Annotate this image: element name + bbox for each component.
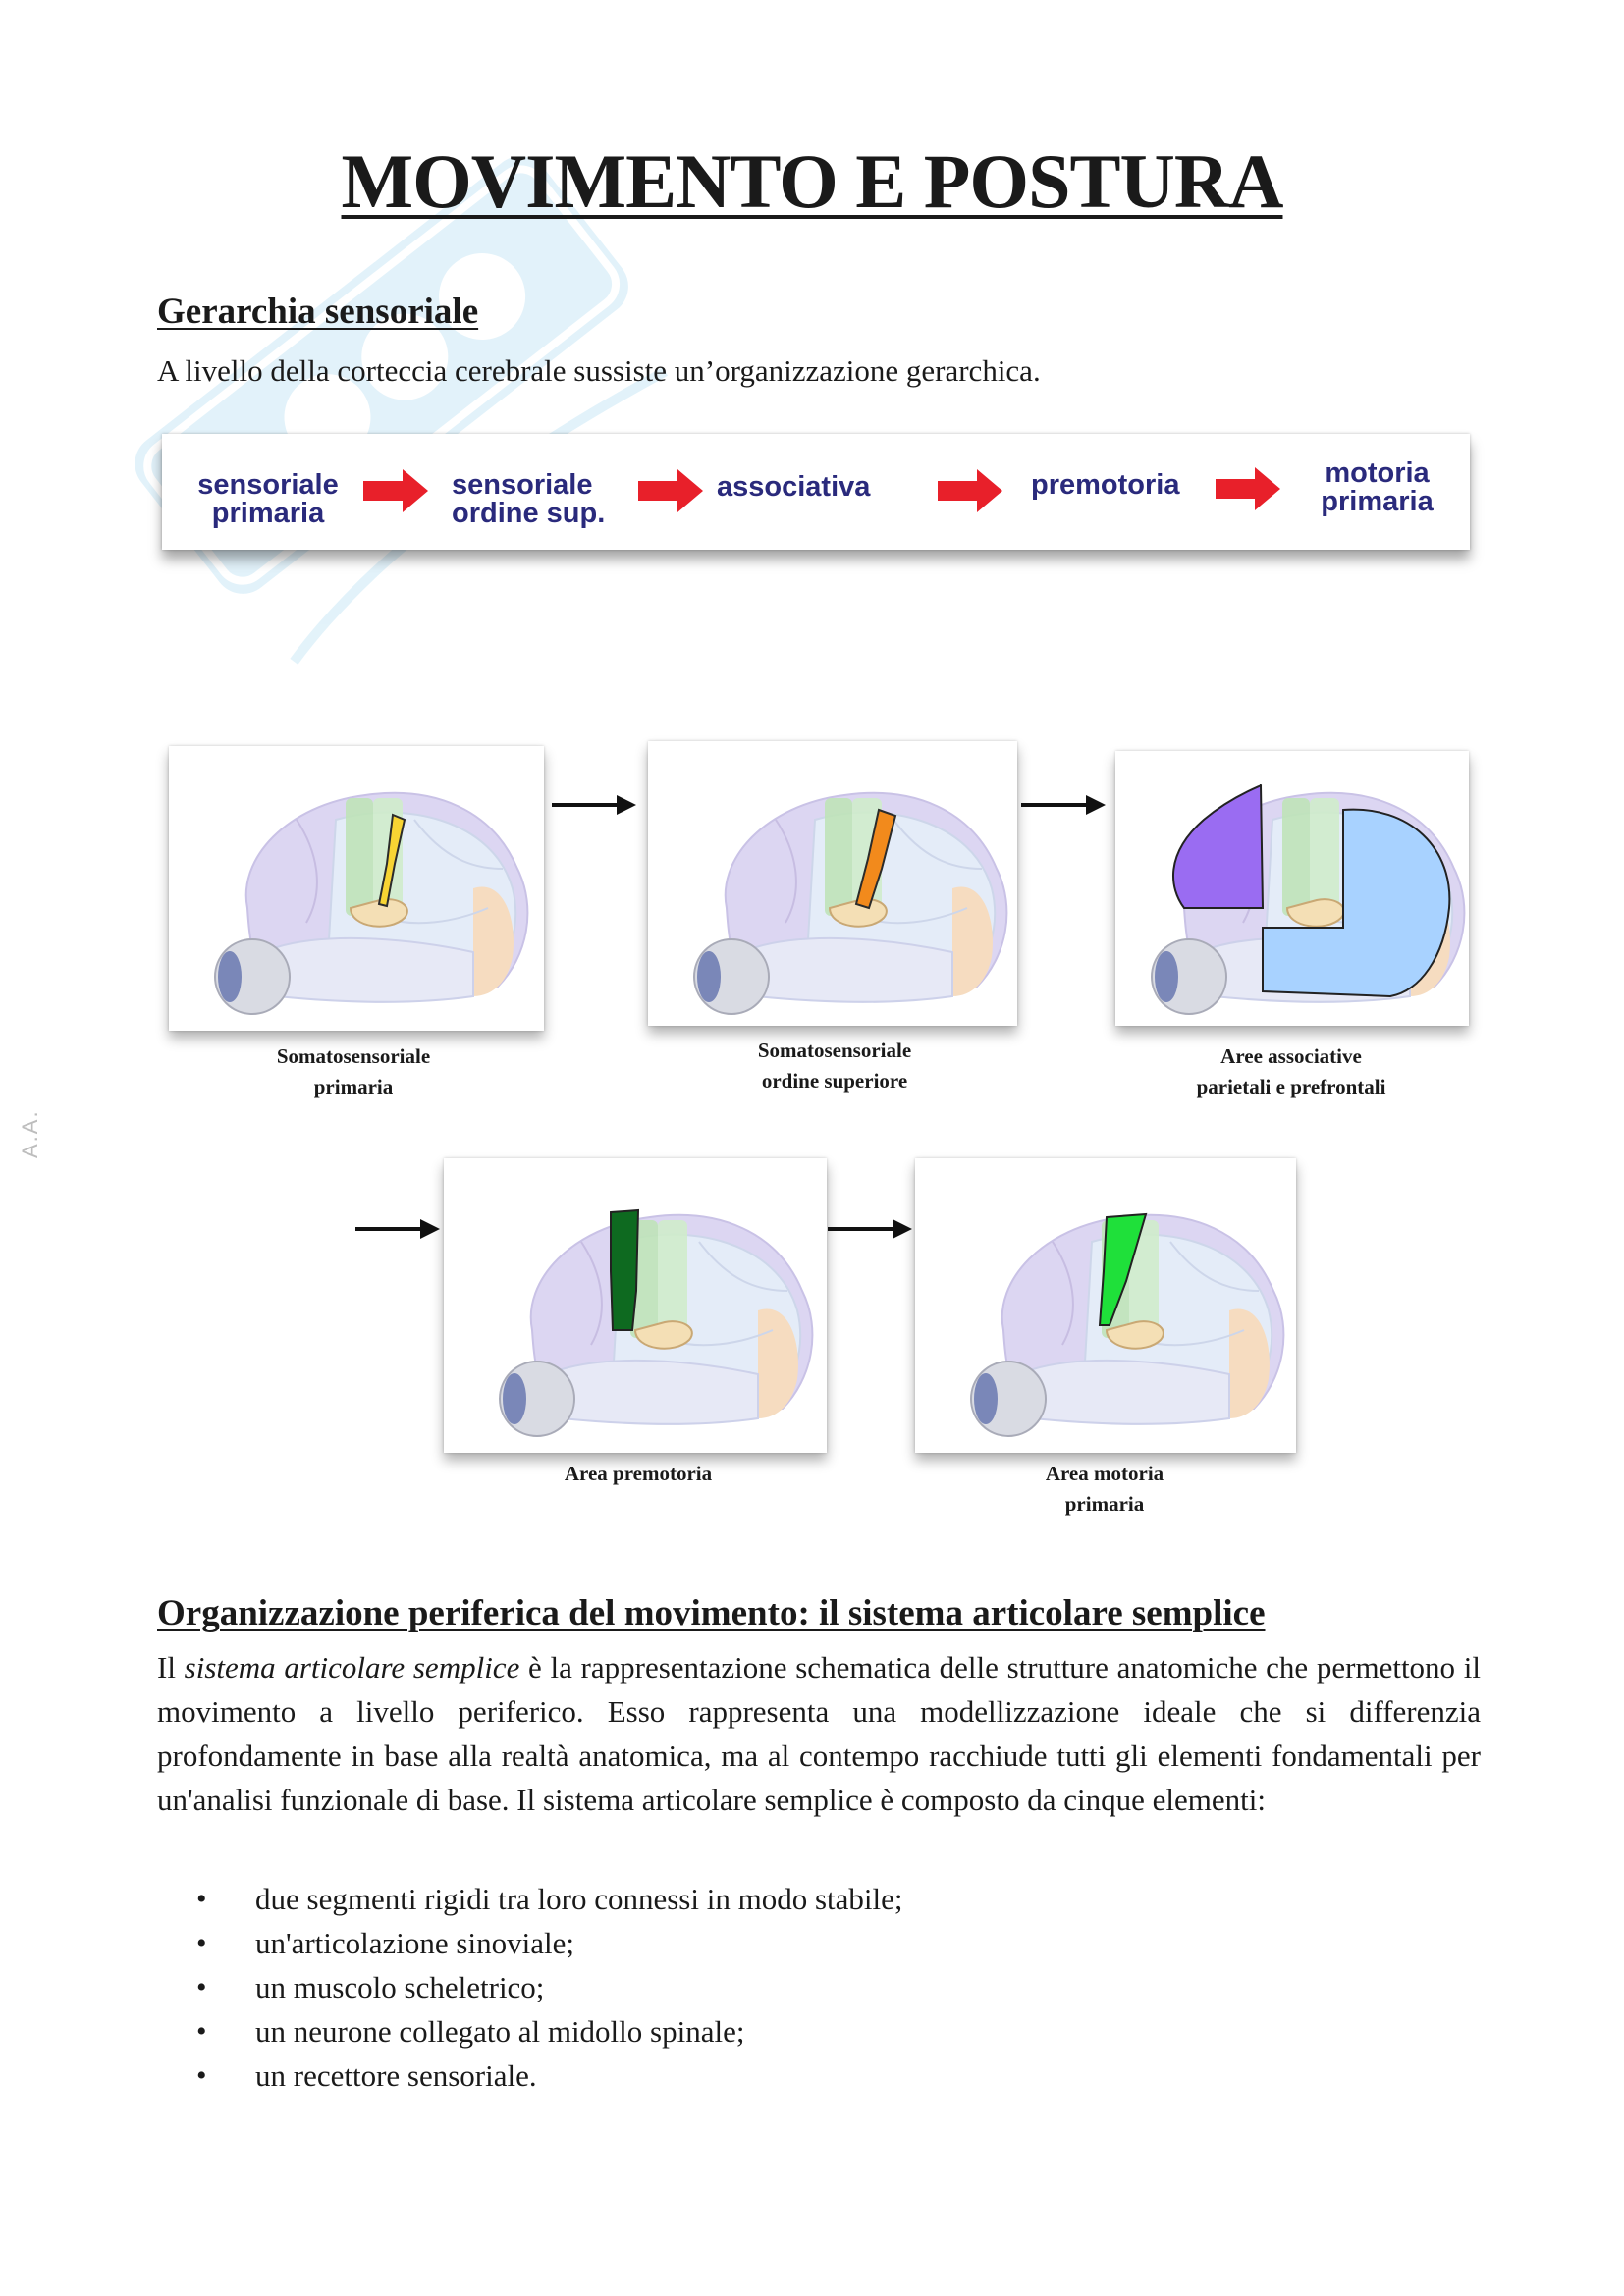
caption-ordine-superiore: Somatosensoriale ordine superiore (757, 1039, 912, 1093)
caption-area-premotoria: Area premotoria (564, 1462, 713, 1485)
list-item: • un neurone collegato al midollo spinale; (157, 2009, 1473, 2054)
elements-list (157, 1877, 1473, 2098)
red-arrow-icon (1216, 467, 1280, 510)
section-heading-organizzazione: Organizzazione periferica del movimento: il sistema articolare semplice (157, 1593, 1266, 1633)
brain-illustration (648, 741, 1017, 1026)
brain-diagram-4 (444, 1158, 827, 1453)
caption-somatosensoriale-primaria: Somatosensoriale primaria (276, 1044, 431, 1098)
caption-area-motoria-primaria: Area motoria primaria (1045, 1462, 1164, 1516)
red-arrow-icon (363, 469, 428, 512)
red-arrow-icon (938, 469, 1002, 512)
list-item: • un muscolo scheletrico; (157, 1965, 1473, 2009)
brain-diagram-5 (915, 1158, 1296, 1453)
black-arrow-icon (552, 793, 636, 817)
list-item: • un'articolazione sinoviale; (157, 1921, 1473, 1965)
red-arrow-icon (638, 469, 703, 512)
flow-step-5: motoria primaria (1321, 457, 1434, 517)
list-item: • due segmenti rigidi tra loro connessi in modo stabile; (157, 1877, 1473, 1921)
flow-step-3: associativa (717, 471, 871, 503)
section-heading-gerarchia: Gerarchia sensoriale (157, 292, 479, 332)
flow-step-1: sensoriale primaria (197, 469, 339, 529)
page-title: MOVIMENTO E POSTURA (341, 138, 1283, 224)
black-arrow-icon (828, 1217, 912, 1241)
brain-diagram-2 (648, 741, 1017, 1026)
brain-illustration (444, 1158, 827, 1453)
side-initials: A.A. (18, 1109, 42, 1158)
black-arrow-icon (1021, 793, 1106, 817)
flow-step-2: sensoriale ordine sup. (452, 469, 606, 529)
intro-text: A livello della corteccia cerebrale sussiste un’organizzazione gerarchica. (157, 353, 1041, 388)
list-item: • un recettore sensoriale. (157, 2054, 1473, 2098)
brain-diagram-1 (169, 746, 544, 1031)
brain-diagram-3 (1115, 751, 1469, 1026)
brain-illustration (915, 1158, 1296, 1453)
brain-illustration (1115, 751, 1469, 1026)
caption-aree-associative: Aree associative parietali e prefrontali (1196, 1044, 1386, 1098)
brain-illustration (169, 746, 544, 1031)
black-arrow-icon (355, 1217, 440, 1241)
body-paragraph: Il sistema articolare semplice è la rappresentazione schematica delle strutture anatomiche che permettono il movimento a livello periferico. Esso rappresenta una modellizzazione ideale che si differenzia profondamente in base alla realtà anatomica, ma al contempo racchiude tutti gli elementi fondamentali per un'analisi funzionale di base. Il sistema articolare semplice è composto da cinque elementi: (157, 1650, 1481, 1817)
flow-step-4: premotoria (1031, 469, 1180, 501)
